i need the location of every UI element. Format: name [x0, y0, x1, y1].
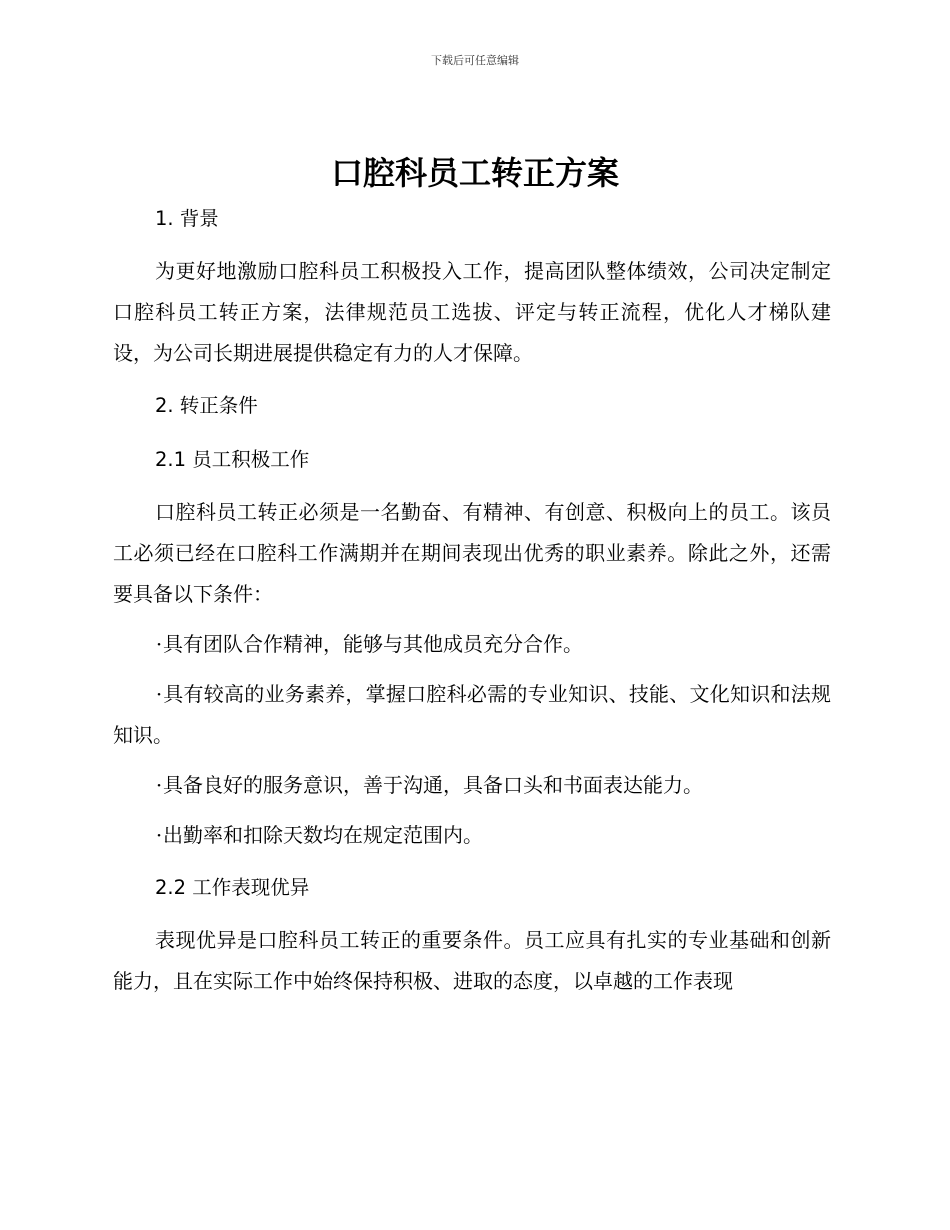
subsection-heading-active-work: 2.1 员工积极工作: [155, 448, 310, 471]
list-item-text: 出勤率和扣除天数均在规定范围内。: [163, 823, 483, 847]
subsection-heading-excellent-performance: 2.2 工作表现优异: [155, 876, 310, 899]
background-paragraph: 为更好地激励口腔科员工积极投入工作，提高团队整体绩效，公司决定制定口腔科员工转正方案，法律规范员工选拔、评定与转正流程，优化人才梯队建设，为公司长期进展提供稳定有力的人才保障。: [113, 259, 831, 365]
list-item: [113, 624, 831, 665]
list-item: [113, 674, 831, 756]
excellent-performance-paragraph: 表现优异是口腔科员工转正的重要条件。员工应具有扎实的专业基础和创新能力，且在实际工作中始终保持积极、进取的态度，以卓越的工作表现: [113, 928, 831, 993]
header-note: 下载后可任意编辑: [431, 54, 519, 67]
bullet-marker: ·: [155, 682, 163, 706]
active-work-paragraph: 口腔科员工转正必须是一名勤奋、有精神、有创意、积极向上的员工。该员工必须已经在口腔科工作满期并在期间表现出优秀的职业素养。除此之外，还需要具备以下条件：: [113, 500, 831, 606]
bullet-marker: ·: [155, 632, 163, 656]
document-title: 口腔科员工转正方案: [330, 154, 619, 192]
section-heading-conditions: 2. 转正条件: [155, 394, 258, 417]
list-item-text: 具有较高的业务素养，掌握口腔科必需的专业知识、技能、文化知识和法规知识。: [113, 682, 831, 747]
section-heading-background: 1. 背景: [155, 207, 219, 230]
list-item: [113, 815, 831, 856]
list-item-text: 具有团队合作精神，能够与其他成员充分合作。: [163, 632, 583, 656]
list-item: [113, 765, 831, 806]
bullet-marker: ·: [155, 773, 163, 797]
document-body: [113, 196, 831, 1002]
bullet-marker: ·: [155, 823, 163, 847]
list-item-text: 具备良好的服务意识，善于沟通，具备口头和书面表达能力。: [163, 773, 703, 797]
